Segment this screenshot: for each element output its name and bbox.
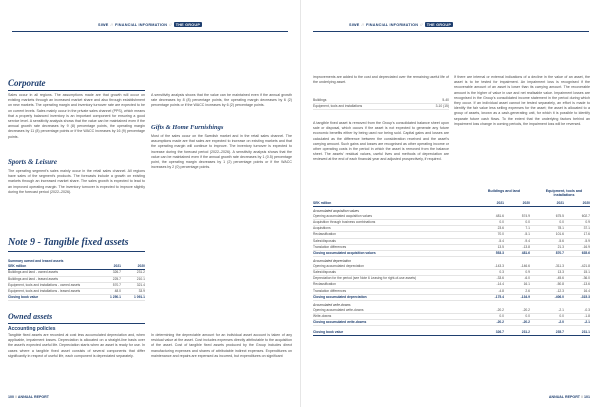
equipment-column-header: Equipment, tools and installations — [545, 189, 583, 198]
table-row: Equipment, tools and installations 3-10 (15) — [313, 104, 449, 110]
disposal-text: A tangible fixed asset is removed from the Group's consolidated balance sheet upon sale or disposal, which occurs if the asset is not expected to generate any future economic benefits either by being used nor being sold. Capital gains and losses are calculated as the difference between the consideration received and the asset's carrying amount. Such gains and losses are recognised as other operating income or other operating costs in the period in which the asset is removed from the balance sheet. The assets' residual values, useful lives and methods of depreciation are reviewed at the end of each financial year and adjusted prospectively, if required. — [313, 121, 449, 162]
sensitivity-text: A sensitivity analysis shows that the value can be maintained even if the annual growth rate decreases by 8 (8) percentage points, the operating margin decreases by 6 (2) percentage points or if the WACC increases by 6 (2) percentage points. — [151, 93, 292, 108]
right-footer-label: ANNUAL REPORT — [548, 395, 580, 399]
fixed-assets-table — [313, 201, 590, 336]
right-page-number: 101 — [584, 395, 590, 399]
table-row: Buildings and land - owned assets 326.7 231.2 — [8, 270, 145, 276]
buildings-column-header: Buildings and land — [487, 189, 521, 193]
table-row: Buildings and land - leased assets 225.7 210.1 — [8, 277, 145, 283]
table-row: Opening accumulated depreciation -143.3 -146.6 -311.3 -421.8 — [313, 264, 590, 270]
header-rule — [313, 31, 589, 32]
summary-table — [8, 259, 145, 301]
table-row: Depreciation for the period (see Note 6 Leasing for right-of-use assets) -33.6 -6.0 -45.6 -36.0 — [313, 276, 590, 282]
corporate-rule — [8, 90, 145, 91]
section-total-row: Closing accumulated acquisition values 553.3 481.6 870.7 635.6 — [313, 251, 590, 257]
impairment-text: If there are internal or external indications of a decline in the value of an asset, the asset is to be tested for impairment. An impairment loss is recognised if the recoverable amount of an asset is lower than its carrying amount. The recoverable amount is the higher of value in use and net realisable value. Impairment losses are recognised in the Group's consolidated income statement in the period during which they occur. If an individual asset cannot be tested separately, an effort is made to identify the fair value less selling expenses for the asset; the asset is allocated to a group of assets, known as a cash-generating unit, for which it is possible to identify separate future cash flows. To the extent that the underlying factors behind an impairment loss change in coming periods, the impairment loss will be reversed. — [454, 75, 590, 126]
owned-assets-heading: Owned assets — [8, 312, 53, 321]
table-row: Opening accumulated write-downs -20.2 -20.2 -2.1 -0.3 — [313, 308, 590, 314]
owned-rule — [8, 323, 145, 324]
corporate-text: Sales occur in all regions. The assumptions made are that growth will occur on existing markets through an increased market share and also through establishment on new markets. The operating margin and inventory turnover rate are expected to be on current levels. Sales mainly occur in the private sales channel (PPS), which means that a properly balanced inventory is an important component for ensuring a good service level. A sensitivity analysis shows that the value can be maintained even if the annual growth rate decreases by 9 (8) percentage points, the operating margin decreases by 11 (8) percentage points or if the WACC increases by 16 (9) percentage points. — [8, 93, 145, 139]
closing-book-value-row: Closing book value 326.7 231.2 235.7 231.1 — [313, 330, 590, 336]
note-rule — [8, 251, 145, 252]
right-page — [300, 0, 600, 407]
sports-heading: Sports & Leisure — [8, 158, 58, 166]
section-total-row: Closing accumulated write-downs -20.2 -20.2 -2.0 -2.1 — [313, 320, 590, 326]
header-rule — [12, 31, 288, 32]
improvements-text: improvements are added to the cost and depreciated over the remaining useful life of the underlying asset. — [313, 75, 449, 85]
summary-total-row: Closing book value 1 250.1 1 091.1 — [8, 295, 145, 301]
table-row: Equipment, tools and installations - leased assets 48.0 33.9 — [8, 289, 145, 295]
sports-text: The operating segment's sales mainly occur in the retail sales channel. All regions have sales of the segment's products. The forecasts include a growth on existing markets through an increased market share. The sales growth is expected to lead to an improved operating margin. The inventory turnover is expected to improve slightly during the forecast period (2022–2026). — [8, 169, 145, 194]
gifts-text: Most of the sales occur on the Swedish market and in the retail sales channel. The assumptions made are that sales are expected to increase on existing markets and that the operating margin will continue to improve. The inventory turnover is expected to increase during the forecast period (2022–2026). A sensitivity analysis shows that the value can be maintained even if the annual growth rate decreases by 1 (0.5) percentage point, the operating margin decreases by 1 (2) percentage points or if the WACC increases by 2 (0) percentage points. — [151, 134, 292, 170]
section-label: FINANCIAL INFORMATION — [366, 22, 419, 27]
page-header: SIWE // FINANCIAL INFORMATION // THE GROUP — [98, 22, 201, 27]
policies-text-continued: In determining the depreciable amount for an individual asset account is taken of any residual value at the asset. Cost includes expenses directly attributable to the acquisition of the asset. Cost of tangible fixed assets produced by the Group includes direct manufacturing expenses and shares of attributable indirect expenses. Expenditures on maintenance and repairs are expensed as incurred, but expenditures on significant — [151, 333, 292, 358]
left-footer: 100 // ANNUAL REPORT — [8, 395, 49, 399]
table-row: Sales/disposals -5.4 -9.4 -5.6 -5.9 — [313, 239, 590, 245]
table-row: Acquisition through business combinations 0.0 0.0 0.0 0.9 — [313, 220, 590, 226]
section-title: Accumulated write-downs — [313, 302, 351, 307]
table-row: Sales/disposals 0.3 0.9 13.3 15.1 — [313, 270, 590, 276]
section-title: Accumulated depreciation — [313, 258, 351, 263]
right-footer: ANNUAL REPORT // 101 — [548, 395, 590, 399]
section-total-row: Closing accumulated depreciation -175.4 -134.9 -406.0 -315.3 — [313, 295, 590, 301]
left-page-number: 100 — [8, 395, 14, 399]
useful-life-table — [313, 98, 449, 110]
table-row: Opening accumulated acquisition values 481.6 574.9 675.5 602.7 — [313, 214, 590, 220]
note-heading: Note 9 - Tangible fixed assets — [8, 237, 129, 248]
brand-label: SIWE — [349, 22, 360, 27]
policies-text: Tangible fixed assets are recorded at cost less accumulated depreciation and, when applicable, impairment losses. Depreciation is allocated on a straight-line basis over the asset's expected useful life. Depreciation starts when an asset is ready for use. In cases where a tangible fixed asset consists of several components that differ significantly in respect of useful life, each component is depreciated separately. — [8, 333, 145, 358]
table-row: Reclassification 70.0 -5.1 101.6 17.6 — [313, 232, 590, 238]
table-row: Equipment, tools and installations - owned assets 570.7 321.4 — [8, 283, 145, 289]
summary-head-row: SEK million 2021 2020 — [8, 264, 145, 270]
corporate-heading: Corporate — [8, 78, 46, 88]
table-head-row: SEK million 2021 2020 2021 2020 — [313, 201, 590, 207]
section-title: Accumulated acquisition values — [313, 208, 359, 213]
brand-label: SIWE — [98, 22, 109, 27]
table-row: Translation differences -4.8 2.6 -12.3 16.4 — [313, 289, 590, 295]
summary-title: Summary owned and leased assets — [8, 259, 64, 263]
page-header: SIWE // FINANCIAL INFORMATION // THE GROUP — [349, 22, 452, 27]
section-tag: THE GROUP — [426, 22, 452, 27]
table-row: Buildings 5-40 — [313, 98, 449, 104]
table-row: Acquisitions 23.6 7.1 78.1 37.1 — [313, 226, 590, 232]
gifts-heading: Gifts & Home Furnishings — [151, 124, 224, 131]
section-label: FINANCIAL INFORMATION — [115, 22, 168, 27]
left-footer-label: ANNUAL REPORT — [17, 395, 49, 399]
table-row: Write-downs 0.0 0.0 0.0 -1.8 — [313, 314, 590, 320]
policies-heading: Accounting policies — [8, 326, 56, 332]
table-row: Reclassification -14.4 16.1 -50.8 -13.6 — [313, 282, 590, 288]
table-row: Translation differences 13.5 -13.8 21.3 -16.9 — [313, 245, 590, 251]
section-tag: THE GROUP — [175, 22, 201, 27]
